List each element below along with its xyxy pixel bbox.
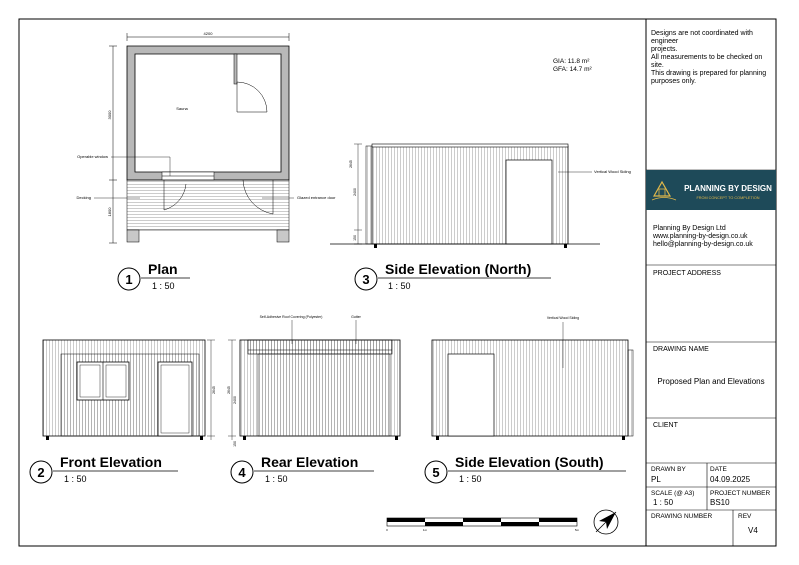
south-cladding-label: Vertical Wood Siding [546,316,580,320]
front-dim-1: 2645 [212,386,216,394]
company-web: www.planning-by-design.co.uk [653,233,748,240]
note-line-1: Designs are not coordinated with engineer [651,30,753,45]
client-label: CLIENT [653,422,678,429]
view-number: 2 [37,465,45,480]
view-scale: 1 : 50 [388,281,411,291]
scale-bar [386,518,579,532]
plan-walls [127,46,289,180]
company-name: Planning By Design Ltd [653,225,726,232]
view-title: Side Elevation (North) [385,261,532,277]
scale-label: SCALE (@ A3) [651,490,695,497]
company-logo [646,170,776,210]
view-number: 4 [238,465,246,480]
rev-value: V4 [748,526,758,535]
note-line-3: All measurements to be checked on site. [651,54,763,69]
view-number: 3 [362,272,370,287]
view-scale: 1 : 50 [459,474,482,484]
view-number: 1 [125,272,133,287]
view-number: 5 [432,465,440,480]
rear-dim-2: 2400 [233,396,237,404]
drawing-name-label: DRAWING NAME [653,346,709,353]
front-elevation [43,340,216,440]
plan-top-dimension: 4200 [203,31,213,36]
view-scale: 1 : 50 [265,474,288,484]
rear-roof-label: Self-Adhesive Roof Covering (Polyester) [259,315,323,319]
scale-bar-mid: 1m [422,528,428,532]
rear-elevation [227,315,400,447]
north-dim-2: 2400 [353,188,357,196]
logo-name: PLANNING BY DESIGN [684,184,772,193]
view-title-front [30,454,178,484]
rear-dim-1: 2645 [227,386,231,394]
view-scale: 1 : 50 [64,474,87,484]
plan-view [77,31,337,243]
drawn-by-value: PL [651,475,661,484]
view-title: Side Elevation (South) [455,454,604,470]
project-number-value: BS10 [710,498,730,507]
view-title: Front Elevation [60,454,162,470]
note-line-4: This drawing is prepared for planning [651,70,767,77]
view-title: Rear Elevation [261,454,359,470]
view-title-north [355,261,551,291]
company-email: hello@planning-by-design.co.uk [653,241,753,248]
plan-decking [127,180,289,230]
view-title: Plan [148,261,178,277]
drawing-number-label: DRAWING NUMBER [651,513,713,520]
disclaimer-notes [651,30,773,86]
plan-room-label: Sauna [176,106,188,111]
note-line-5: purposes only. [651,78,697,85]
plan-operable-window-label: Operable window [77,154,108,159]
view-title-plan [118,261,190,291]
view-title-south [425,454,626,484]
rev-label: REV [738,513,752,520]
plan-left-dimension-lower: 1800 [107,207,112,217]
south-elevation [432,316,633,440]
rear-dim-3: 150 [233,441,237,447]
plan-glazed-door-label: Glazed entrance door [297,195,336,200]
scale-bar-end: 5m [574,528,580,532]
north-dim-1: 2645 [349,160,353,168]
north-dim-3: 150 [353,235,357,241]
plan-decking-label: Decking [76,195,91,200]
view-scale: 1 : 50 [152,281,175,291]
note-line-2: projects. [651,46,678,53]
project-address-label: PROJECT ADDRESS [653,270,721,277]
project-number-label: PROJECT NUMBER [710,490,771,497]
north-arrow-icon [594,510,618,534]
plan-left-dimension-upper: 3000 [107,110,112,120]
view-title-rear [231,454,374,484]
north-elevation [330,144,631,248]
scale-bar-start: 0 [386,528,388,532]
scale-value: 1 : 50 [653,498,674,507]
gia-text: GIA: 11.8 m² [553,58,590,65]
rear-gutter-label: Gutter [351,315,361,319]
company-details [653,225,773,249]
date-label: DATE [710,466,727,473]
north-cladding-label: Vertical Wood Siding [594,169,631,174]
drawing-name: Proposed Plan and Elevations [657,377,765,386]
drawn-by-label: DRAWN BY [651,466,686,473]
logo-tagline: FROM CONCEPT TO COMPLETION [696,196,760,200]
gfa-text: GFA: 14.7 m² [553,66,592,73]
date-value: 04.09.2025 [710,475,751,484]
